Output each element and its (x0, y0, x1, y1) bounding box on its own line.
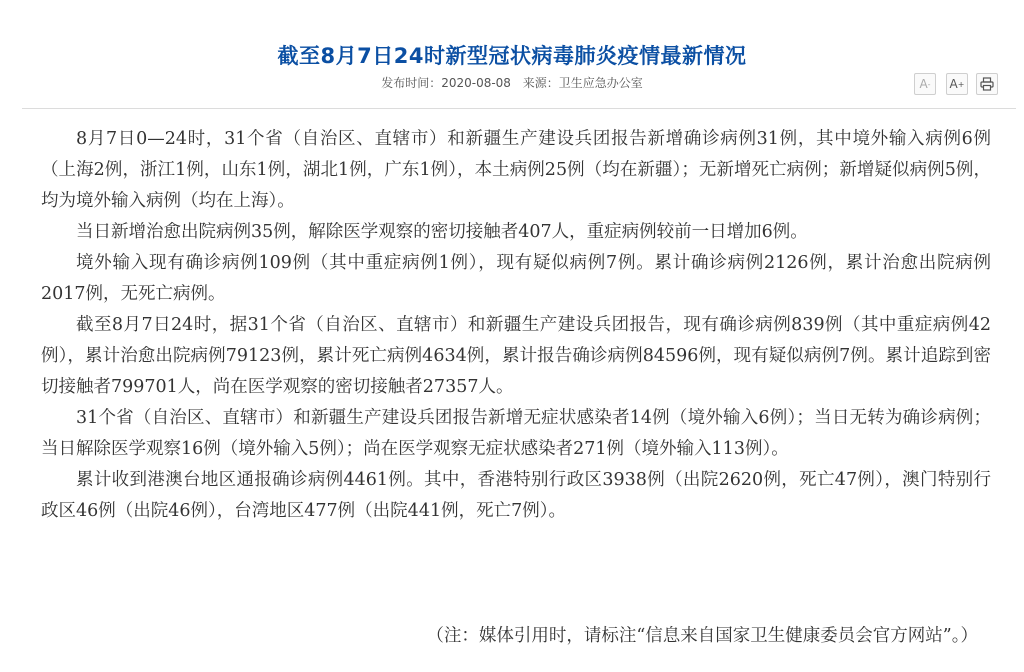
publish-time: 发布时间：2020-08-08 (381, 76, 511, 90)
citation-note: （注：媒体引用时，请标注“信息来自国家卫生健康委员会官方网站”。） (426, 626, 978, 646)
font-increase-icon: A (949, 77, 958, 91)
print-button[interactable] (976, 73, 998, 95)
paragraph: 截至8月7日24时，据31个省（自治区、直辖市）和新疆生产建设兵团报告，现有确诊病例839例（其中重症病例42例），累计治愈出院病例79123例，累计死亡病例4634例，累计报告确诊病例84596例，现有疑似病例7例。累计追踪到密切接触者799701人，尚在医学观察的密切接触者27357人。 (41, 315, 991, 397)
paragraph: 8月7日0—24时，31个省（自治区、直辖市）和新疆生产建设兵团报告新增确诊病例31例，其中境外输入病例6例（上海2例，浙江1例，山东1例，湖北1例，广东1例），本土病例25例（均在新疆）；无新增死亡病例；新增疑似病例5例，均为境外输入病例（均在上海）。 (41, 129, 991, 211)
header-divider (22, 108, 1016, 109)
article-body (41, 124, 991, 527)
paragraph: 当日新增治愈出院病例35例，解除医学观察的密切接触者407人，重症病例较前一日增加6例。 (76, 222, 808, 242)
increase-font-button[interactable]: A + (946, 73, 968, 95)
article-source: 来源：卫生应急办公室 (522, 76, 643, 90)
article-title: 截至8月7日24时新型冠状病毒肺炎疫情最新情况 (277, 44, 747, 69)
decrease-font-button[interactable]: A - (914, 73, 936, 95)
paragraph: 境外输入现有确诊病例109例（其中重症病例1例），现有疑似病例7例。累计确诊病例2126例，累计治愈出院病例2017例，无死亡病例。 (41, 253, 991, 304)
font-decrease-icon: A (919, 77, 928, 91)
paragraph: 累计收到港澳台地区通报确诊病例4461例。其中，香港特别行政区3938例（出院2620例，死亡47例），澳门特别行政区46例（出院46例），台湾地区477例（出院441例，死亡7例）。 (41, 470, 991, 521)
printer-icon (980, 77, 994, 91)
paragraph: 31个省（自治区、直辖市）和新疆生产建设兵团报告新增无症状感染者14例（境外输入6例）；当日无转为确诊病例；当日解除医学观察16例（境外输入5例）；尚在医学观察无症状感染者271例（境外输入113例）。 (41, 408, 991, 459)
article-meta (0, 74, 1024, 91)
